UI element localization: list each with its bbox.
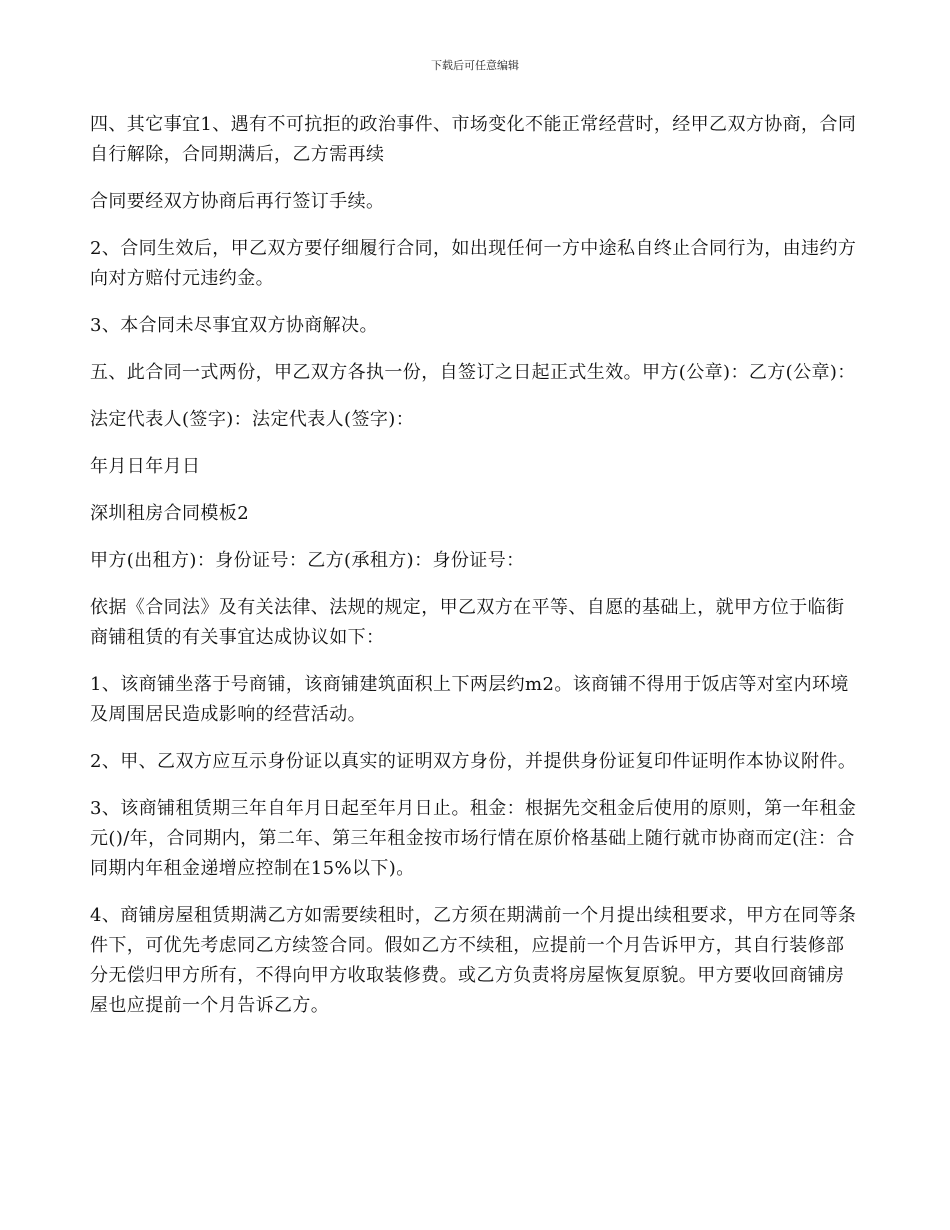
paragraph-template-title: 深圳租房合同模板2 (90, 503, 250, 524)
paragraph-parties: 甲方(出租方)：身份证号：乙方(承租方)：身份证号： (90, 550, 525, 571)
paragraph-renewal-negotiation: 合同要经双方协商后再行签订手续。 (90, 191, 385, 212)
paragraph-breach-penalty: 2、合同生效后，甲乙双方要仔细履行合同，如出现任何一方中途私自终止合同行为，由违约方向对方赔付元违约金。 (90, 238, 857, 289)
paragraph-legal-representatives: 法定代表人(签字)：法定代表人(签字)： (90, 409, 415, 430)
paragraph-other-matters: 四、其它事宜1、遇有不可抗拒的政治事件、市场变化不能正常经营时，经甲乙双方协商，合同自行解除，合同期满后，乙方需再续 (90, 114, 857, 165)
paragraph-legal-basis: 依据《合同法》及有关法律、法规的规定，甲乙双方在平等、自愿的基础上，就甲方位于临街商铺租赁的有关事宜达成协议如下： (90, 597, 845, 648)
paragraph-clause-4: 4、商铺房屋租赁期满乙方如需要续租时，乙方须在期满前一个月提出续租要求，甲方在同等条件下，可优先考虑同乙方续签合同。假如乙方不续租，应提前一个月告诉甲方，其自行装修部分无偿归甲方所有，不得向甲方收取装修费。或乙方负责将房屋恢复原貌。甲方要收回商铺房屋也应提前一个月告诉乙方。 (90, 905, 857, 1016)
paragraph-unresolved-matters: 3、本合同未尽事宜双方协商解决。 (90, 315, 378, 336)
paragraph-dates: 年月日年月日 (90, 456, 201, 477)
paragraph-copies-effective: 五、此合同一式两份，甲乙双方各执一份，自签订之日起正式生效。甲方(公章)：乙方(公章)： (90, 362, 856, 383)
page-header: 下载后可任意编辑 (431, 59, 519, 72)
paragraph-clause-1: 1、该商铺坐落于号商铺，该商铺建筑面积上下两层约m2。该商铺不得用于饭店等对室内环境及周围居民造成影响的经营活动。 (90, 674, 849, 725)
paragraph-clause-3: 3、该商铺租赁期三年自年月日起至年月日止。租金：根据先交租金后使用的原则，第一年租金元()/年，合同期内，第二年、第三年租金按市场行情在原价格基础上随行就市协商而定(注：合同期内年租金递增应控制在15%以下)。 (90, 798, 857, 879)
document-body (90, 110, 862, 1038)
paragraph-clause-2: 2、甲、乙双方应互示身份证以真实的证明双方身份，并提供身份证复印件证明作本协议附件。 (90, 751, 857, 772)
